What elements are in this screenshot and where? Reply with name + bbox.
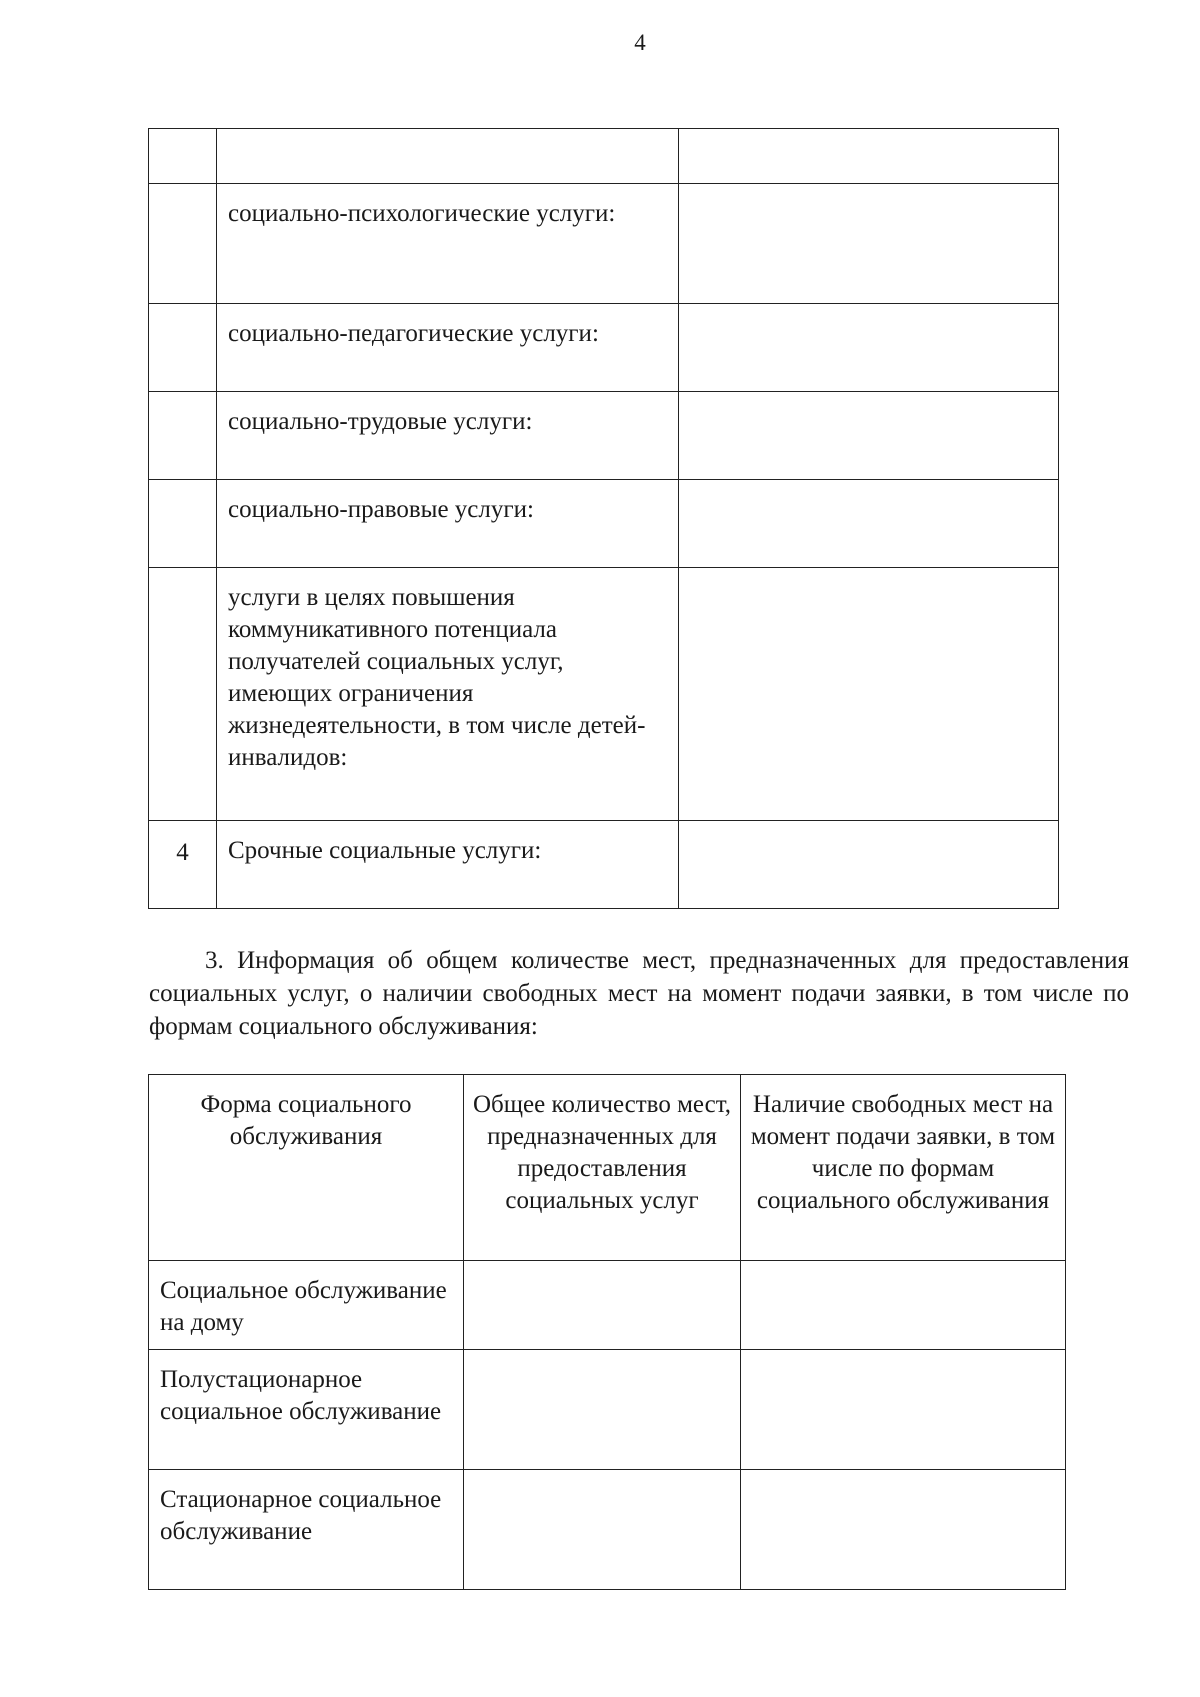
value-cell xyxy=(679,392,1059,480)
total-places-cell xyxy=(464,1470,741,1590)
table-row xyxy=(149,184,1059,304)
row-number-cell xyxy=(149,304,217,392)
row-number-cell xyxy=(149,568,217,821)
table-header-row xyxy=(149,1075,1066,1261)
free-places-cell xyxy=(741,1350,1066,1470)
value-cell xyxy=(679,184,1059,304)
service-name-cell: социально-трудовые услуги: xyxy=(217,392,679,480)
row-number-cell xyxy=(149,480,217,568)
total-places-cell xyxy=(464,1261,741,1350)
form-cell: Социальное обслуживание на дому xyxy=(149,1261,464,1350)
row-number-cell: 4 xyxy=(149,821,217,909)
row-number-cell xyxy=(149,184,217,304)
value-cell xyxy=(679,821,1059,909)
value-cell xyxy=(679,480,1059,568)
table-row xyxy=(149,129,1059,184)
table-row xyxy=(149,304,1059,392)
page-number: 4 xyxy=(634,30,646,55)
row-number-cell xyxy=(149,129,217,184)
service-name-cell: социально-правовые услуги: xyxy=(217,480,679,568)
value-cell xyxy=(679,304,1059,392)
form-cell: Стационарное социальное обслуживание xyxy=(149,1470,464,1590)
value-cell xyxy=(679,129,1059,184)
service-name-cell: социально-педагогические услуги: xyxy=(217,304,679,392)
service-name-cell xyxy=(217,129,679,184)
table-row xyxy=(149,1350,1066,1470)
column-header-free-places: Наличие свободных мест на момент подачи заявки, в том числе по формам социального обслуживания xyxy=(741,1075,1066,1261)
form-cell: Полустационарное социальное обслуживание xyxy=(149,1350,464,1470)
free-places-cell xyxy=(741,1470,1066,1590)
section-3-paragraph: 3. Информация об общем количестве мест, предназначенных для предоставления социальных услуг, о наличии свободных мест на момент подачи заявки, в том числе по формам социального обслуживания: xyxy=(149,947,1129,1040)
table-row xyxy=(149,1261,1066,1350)
service-name-cell: социально-психологические услуги: xyxy=(217,184,679,304)
services-table xyxy=(148,128,1059,909)
column-header-form: Форма социального обслуживания xyxy=(149,1075,464,1261)
places-table xyxy=(148,1074,1066,1590)
table-row xyxy=(149,392,1059,480)
table-row xyxy=(149,821,1059,909)
table-row xyxy=(149,568,1059,821)
free-places-cell xyxy=(741,1261,1066,1350)
table-row xyxy=(149,1470,1066,1590)
service-name-cell: Срочные социальные услуги: xyxy=(217,821,679,909)
table-row xyxy=(149,480,1059,568)
value-cell xyxy=(679,568,1059,821)
row-number-cell xyxy=(149,392,217,480)
service-name-cell: услуги в целях повышения коммуникативного потенциала получателей социальных услуг, имеющих ограничения жизнедеятельности, в том числе детей-инвалидов: xyxy=(217,568,679,821)
column-header-total-places: Общее количество мест, предназначенных для предоставления социальных услуг xyxy=(464,1075,741,1261)
total-places-cell xyxy=(464,1350,741,1470)
